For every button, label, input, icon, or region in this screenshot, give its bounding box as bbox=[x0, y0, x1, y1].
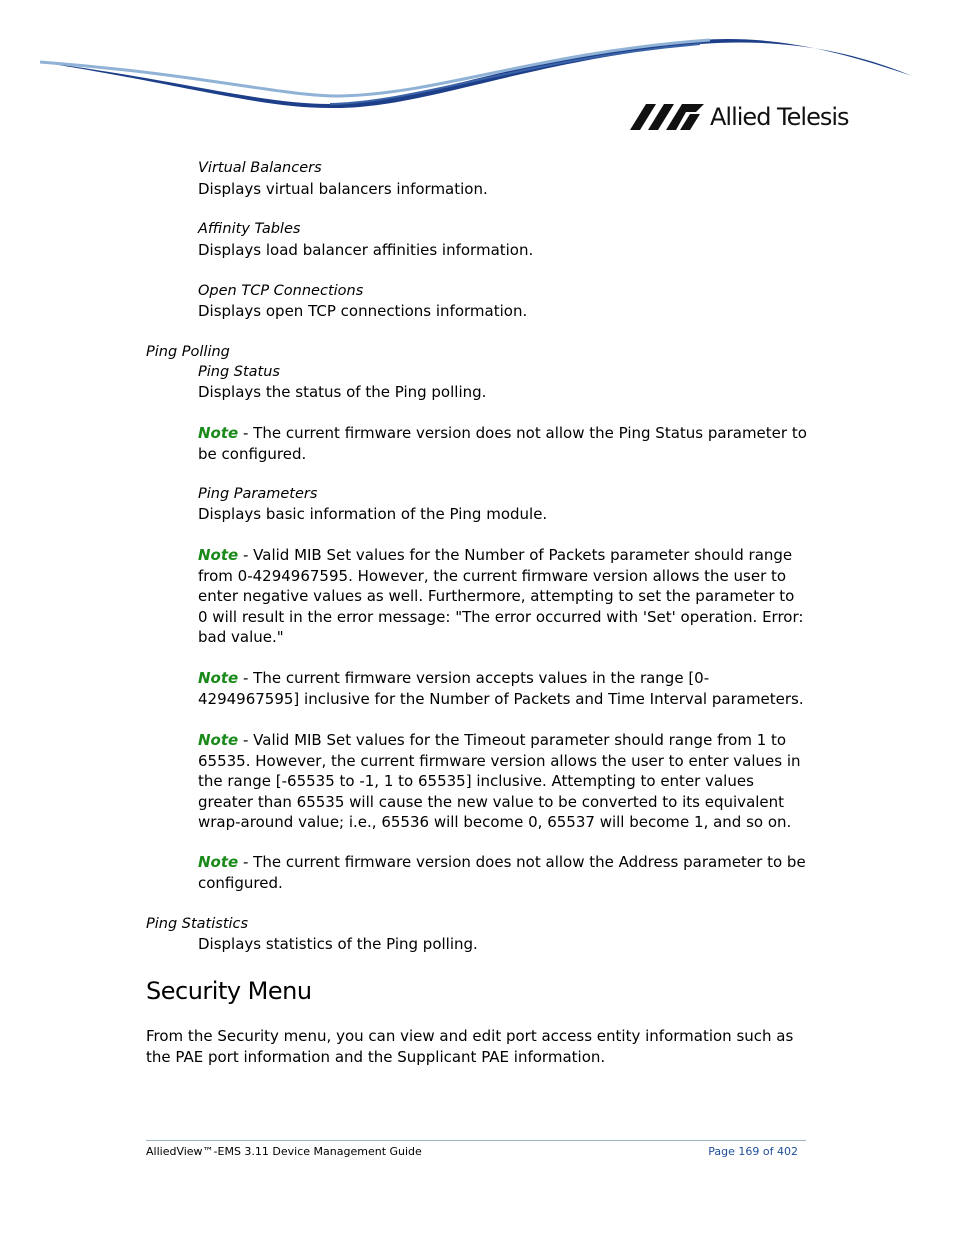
note-label: Note bbox=[198, 424, 239, 442]
desc-ping-statistics: Displays statistics of the Ping polling. bbox=[198, 935, 478, 953]
header-wave-graphic bbox=[0, 0, 954, 160]
allied-telesis-logo-mark bbox=[630, 104, 704, 130]
note-text: - The current firmware version does not allow the Ping Status parameter to be configured. bbox=[198, 424, 807, 463]
note-label: Note bbox=[198, 731, 239, 749]
note-text: - The current firmware version accepts values in the range [0-4294967595] inclusive for the Number of Packets and Time Interval parameters. bbox=[198, 669, 804, 708]
term-open-tcp-connections: Open TCP Connections bbox=[198, 283, 364, 299]
note-timeout bbox=[198, 730, 808, 833]
note-text: - Valid MIB Set values for the Timeout parameter should range from 1 to 65535. However, the current firmware version allows the user to enter values in the range [-65535 to -1, 1 to 65535] inclusive. Attempting to enter values greater than 65535 will cause the new value to be converted to its equivalent wrap-around value; i.e., 65536 will become 0, 65537 will become 1, and so on. bbox=[198, 731, 801, 831]
term-affinity-tables: Affinity Tables bbox=[198, 221, 301, 237]
desc-open-tcp-connections: Displays open TCP connections information. bbox=[198, 302, 528, 320]
section-ping-polling: Ping Polling bbox=[146, 344, 230, 360]
note-number-of-packets bbox=[198, 545, 808, 648]
brand-name: Allied Telesis bbox=[710, 103, 849, 131]
heading-security-menu: Security Menu bbox=[146, 977, 312, 1005]
note-text: - Valid MIB Set values for the Number of Packets parameter should range from 0-4294967595. However, the current firmware version allows the user to enter negative values as well. Furthermore, attempting to set the parameter to 0 will result in the error message: "The error occurred with 'Set' operation. Error: bad value." bbox=[198, 546, 804, 646]
footer-divider bbox=[146, 1140, 806, 1141]
note-address bbox=[198, 852, 808, 893]
term-ping-status: Ping Status bbox=[198, 364, 280, 380]
allied-telesis-logo bbox=[630, 100, 849, 134]
desc-ping-parameters: Displays basic information of the Ping module. bbox=[198, 505, 548, 523]
term-virtual-balancers: Virtual Balancers bbox=[198, 160, 322, 176]
note-value-range bbox=[198, 668, 808, 709]
security-menu-paragraph: From the Security menu, you can view and edit port access entity information such as the PAE port information and the Supplicant PAE information. bbox=[146, 1027, 794, 1066]
note-text: - The current firmware version does not allow the Address parameter to be configured. bbox=[198, 853, 806, 892]
desc-affinity-tables: Displays load balancer affinities information. bbox=[198, 241, 534, 259]
footer-doc-title: AlliedView™-EMS 3.11 Device Management Guide bbox=[146, 1145, 422, 1158]
note-label: Note bbox=[198, 546, 239, 564]
section-ping-statistics: Ping Statistics bbox=[146, 916, 249, 932]
footer-page-number: Page 169 of 402 bbox=[708, 1145, 798, 1158]
desc-virtual-balancers: Displays virtual balancers information. bbox=[198, 180, 488, 198]
desc-ping-status: Displays the status of the Ping polling. bbox=[198, 383, 487, 401]
note-ping-status bbox=[198, 423, 808, 464]
term-ping-parameters: Ping Parameters bbox=[198, 486, 318, 502]
note-label: Note bbox=[198, 669, 239, 687]
note-label: Note bbox=[198, 853, 239, 871]
